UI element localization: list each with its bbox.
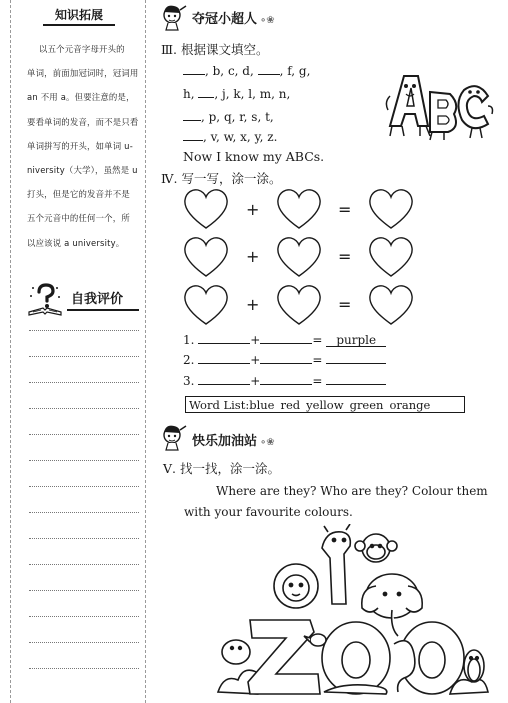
heart-shape[interactable]	[183, 188, 229, 230]
alphabet-line-4	[183, 128, 277, 144]
eval-line[interactable]	[29, 460, 139, 461]
heart-shape[interactable]	[276, 236, 322, 278]
answer-blank[interactable]	[326, 373, 386, 385]
task-number: Ⅴ.	[163, 461, 177, 476]
plus-sign: +	[246, 200, 260, 219]
section-title-text: 夺冠小超人	[192, 12, 258, 27]
plus-sign: +	[250, 353, 261, 367]
letter-blank[interactable]	[183, 108, 201, 121]
word-green: green	[349, 398, 384, 412]
alphabet-text: , f, g,	[279, 64, 311, 78]
instruction-paragraph-line-1: Where are they? Who are they? Colour them	[216, 484, 488, 498]
eval-line[interactable]	[29, 434, 139, 435]
knowledge-line: niversity（大学），虽然是 u	[27, 165, 138, 176]
task-text: 根据课文填空。	[181, 42, 269, 57]
abc-closing-line: Now I know my ABCs.	[183, 149, 325, 164]
task-number: Ⅲ.	[161, 42, 178, 57]
sidebar	[10, 0, 146, 703]
equals-sign: =	[338, 295, 352, 314]
eval-line[interactable]	[29, 616, 139, 617]
answer-blank[interactable]	[198, 373, 250, 385]
color-equation-1	[183, 332, 386, 347]
alphabet-line-1	[183, 62, 310, 78]
alphabet-text: , v, w, x, y, z.	[203, 130, 278, 144]
section-title-fun-station	[192, 430, 275, 449]
plus-sign: +	[246, 295, 260, 314]
word-orange: orange	[389, 398, 431, 412]
task-4-instruction	[161, 169, 281, 187]
equals-sign: =	[338, 247, 352, 266]
word-list-box	[185, 396, 465, 413]
question-book-icon	[27, 282, 63, 318]
answer-purple[interactable]: purple	[326, 333, 386, 347]
item-number: 2.	[183, 353, 195, 367]
knowledge-line: 打头，但是它的发音并不是	[27, 189, 130, 200]
word-red: red	[280, 398, 301, 412]
alphabet-text: , j, k, l, m, n,	[214, 87, 291, 101]
knowledge-line: 五个元音中的任何一个，所	[27, 213, 130, 224]
letter-blank[interactable]	[183, 62, 205, 75]
plus-sign: +	[250, 333, 261, 347]
task-5-instruction	[163, 459, 280, 477]
eval-line[interactable]	[29, 668, 139, 669]
knowledge-line: 单词拼写的开头，如单词 u-	[27, 140, 133, 151]
heart-shape[interactable]	[183, 236, 229, 278]
answer-blank[interactable]	[260, 332, 312, 344]
heart-shape[interactable]	[368, 236, 414, 278]
word-list-label: Word List:	[189, 398, 250, 412]
answer-blank[interactable]	[198, 332, 250, 344]
eval-line[interactable]	[29, 590, 139, 591]
letter-blank[interactable]	[198, 85, 214, 98]
alphabet-line-2	[183, 85, 290, 101]
word-blue: blue	[249, 398, 275, 412]
alphabet-line-3	[183, 108, 274, 124]
cartoon-mascot-icon	[158, 2, 188, 32]
eval-line[interactable]	[29, 382, 139, 383]
eval-line[interactable]	[29, 408, 139, 409]
knowledge-line: 单词，前面加冠词时，冠词用	[27, 68, 139, 79]
knowledge-line: an 不用 a。但要注意的是，	[27, 92, 135, 103]
answer-blank[interactable]	[326, 352, 386, 364]
self-eval-title: 自我评价	[71, 288, 123, 307]
eval-line[interactable]	[29, 486, 139, 487]
heart-shape[interactable]	[368, 188, 414, 230]
letter-blank[interactable]	[258, 62, 280, 75]
task-number: Ⅳ.	[161, 171, 178, 186]
abc-letters-illustration	[384, 66, 496, 142]
task-text: 找一找，涂一涂。	[180, 461, 281, 476]
eval-line[interactable]	[29, 330, 139, 331]
color-equation-2	[183, 352, 386, 367]
decor-dots: ∘❀	[260, 437, 275, 448]
task-text: 写一写，涂一涂。	[181, 171, 282, 186]
item-number: 3.	[183, 374, 195, 388]
heart-shape[interactable]	[183, 284, 229, 326]
knowledge-line: 以五个元音字母开头的	[39, 44, 125, 54]
item-number: 1.	[183, 333, 195, 347]
section-title-champion	[192, 8, 275, 27]
alphabet-text: , b, c, d,	[205, 64, 258, 78]
equals-sign: =	[312, 333, 323, 347]
knowledge-line: 以应该说 a university。	[27, 237, 125, 248]
heart-shape[interactable]	[368, 284, 414, 326]
cartoon-mascot-icon	[158, 422, 188, 452]
knowledge-line: 要看单词的发音，而不是只看	[27, 116, 139, 127]
knowledge-heading: 知识拓展	[47, 6, 111, 24]
equals-sign: =	[338, 200, 352, 219]
eval-line[interactable]	[29, 512, 139, 513]
instruction-paragraph-line-2: with your favourite colours.	[184, 505, 353, 519]
alphabet-text: , p, q, r, s, t,	[201, 110, 274, 124]
eval-line[interactable]	[29, 356, 139, 357]
eval-line[interactable]	[29, 642, 139, 643]
equals-sign: =	[312, 374, 323, 388]
task-3-instruction	[161, 40, 269, 58]
answer-blank[interactable]	[198, 352, 250, 364]
eval-line[interactable]	[29, 564, 139, 565]
knowledge-text	[27, 37, 141, 255]
heart-shape[interactable]	[276, 188, 322, 230]
eval-line[interactable]	[29, 538, 139, 539]
alphabet-text: h,	[183, 87, 199, 101]
zoo-animals-illustration	[214, 524, 494, 700]
color-equation-3	[183, 373, 386, 388]
decor-dots: ∘❀	[260, 15, 275, 26]
answer-blank[interactable]	[260, 373, 312, 385]
section-title-text: 快乐加油站	[192, 434, 258, 449]
plus-sign: +	[250, 374, 261, 388]
equals-sign: =	[312, 353, 323, 367]
plus-sign: +	[246, 247, 260, 266]
answer-blank[interactable]	[260, 352, 312, 364]
letter-blank[interactable]	[183, 128, 203, 141]
heart-shape[interactable]	[276, 284, 322, 326]
word-yellow: yellow	[306, 398, 344, 412]
